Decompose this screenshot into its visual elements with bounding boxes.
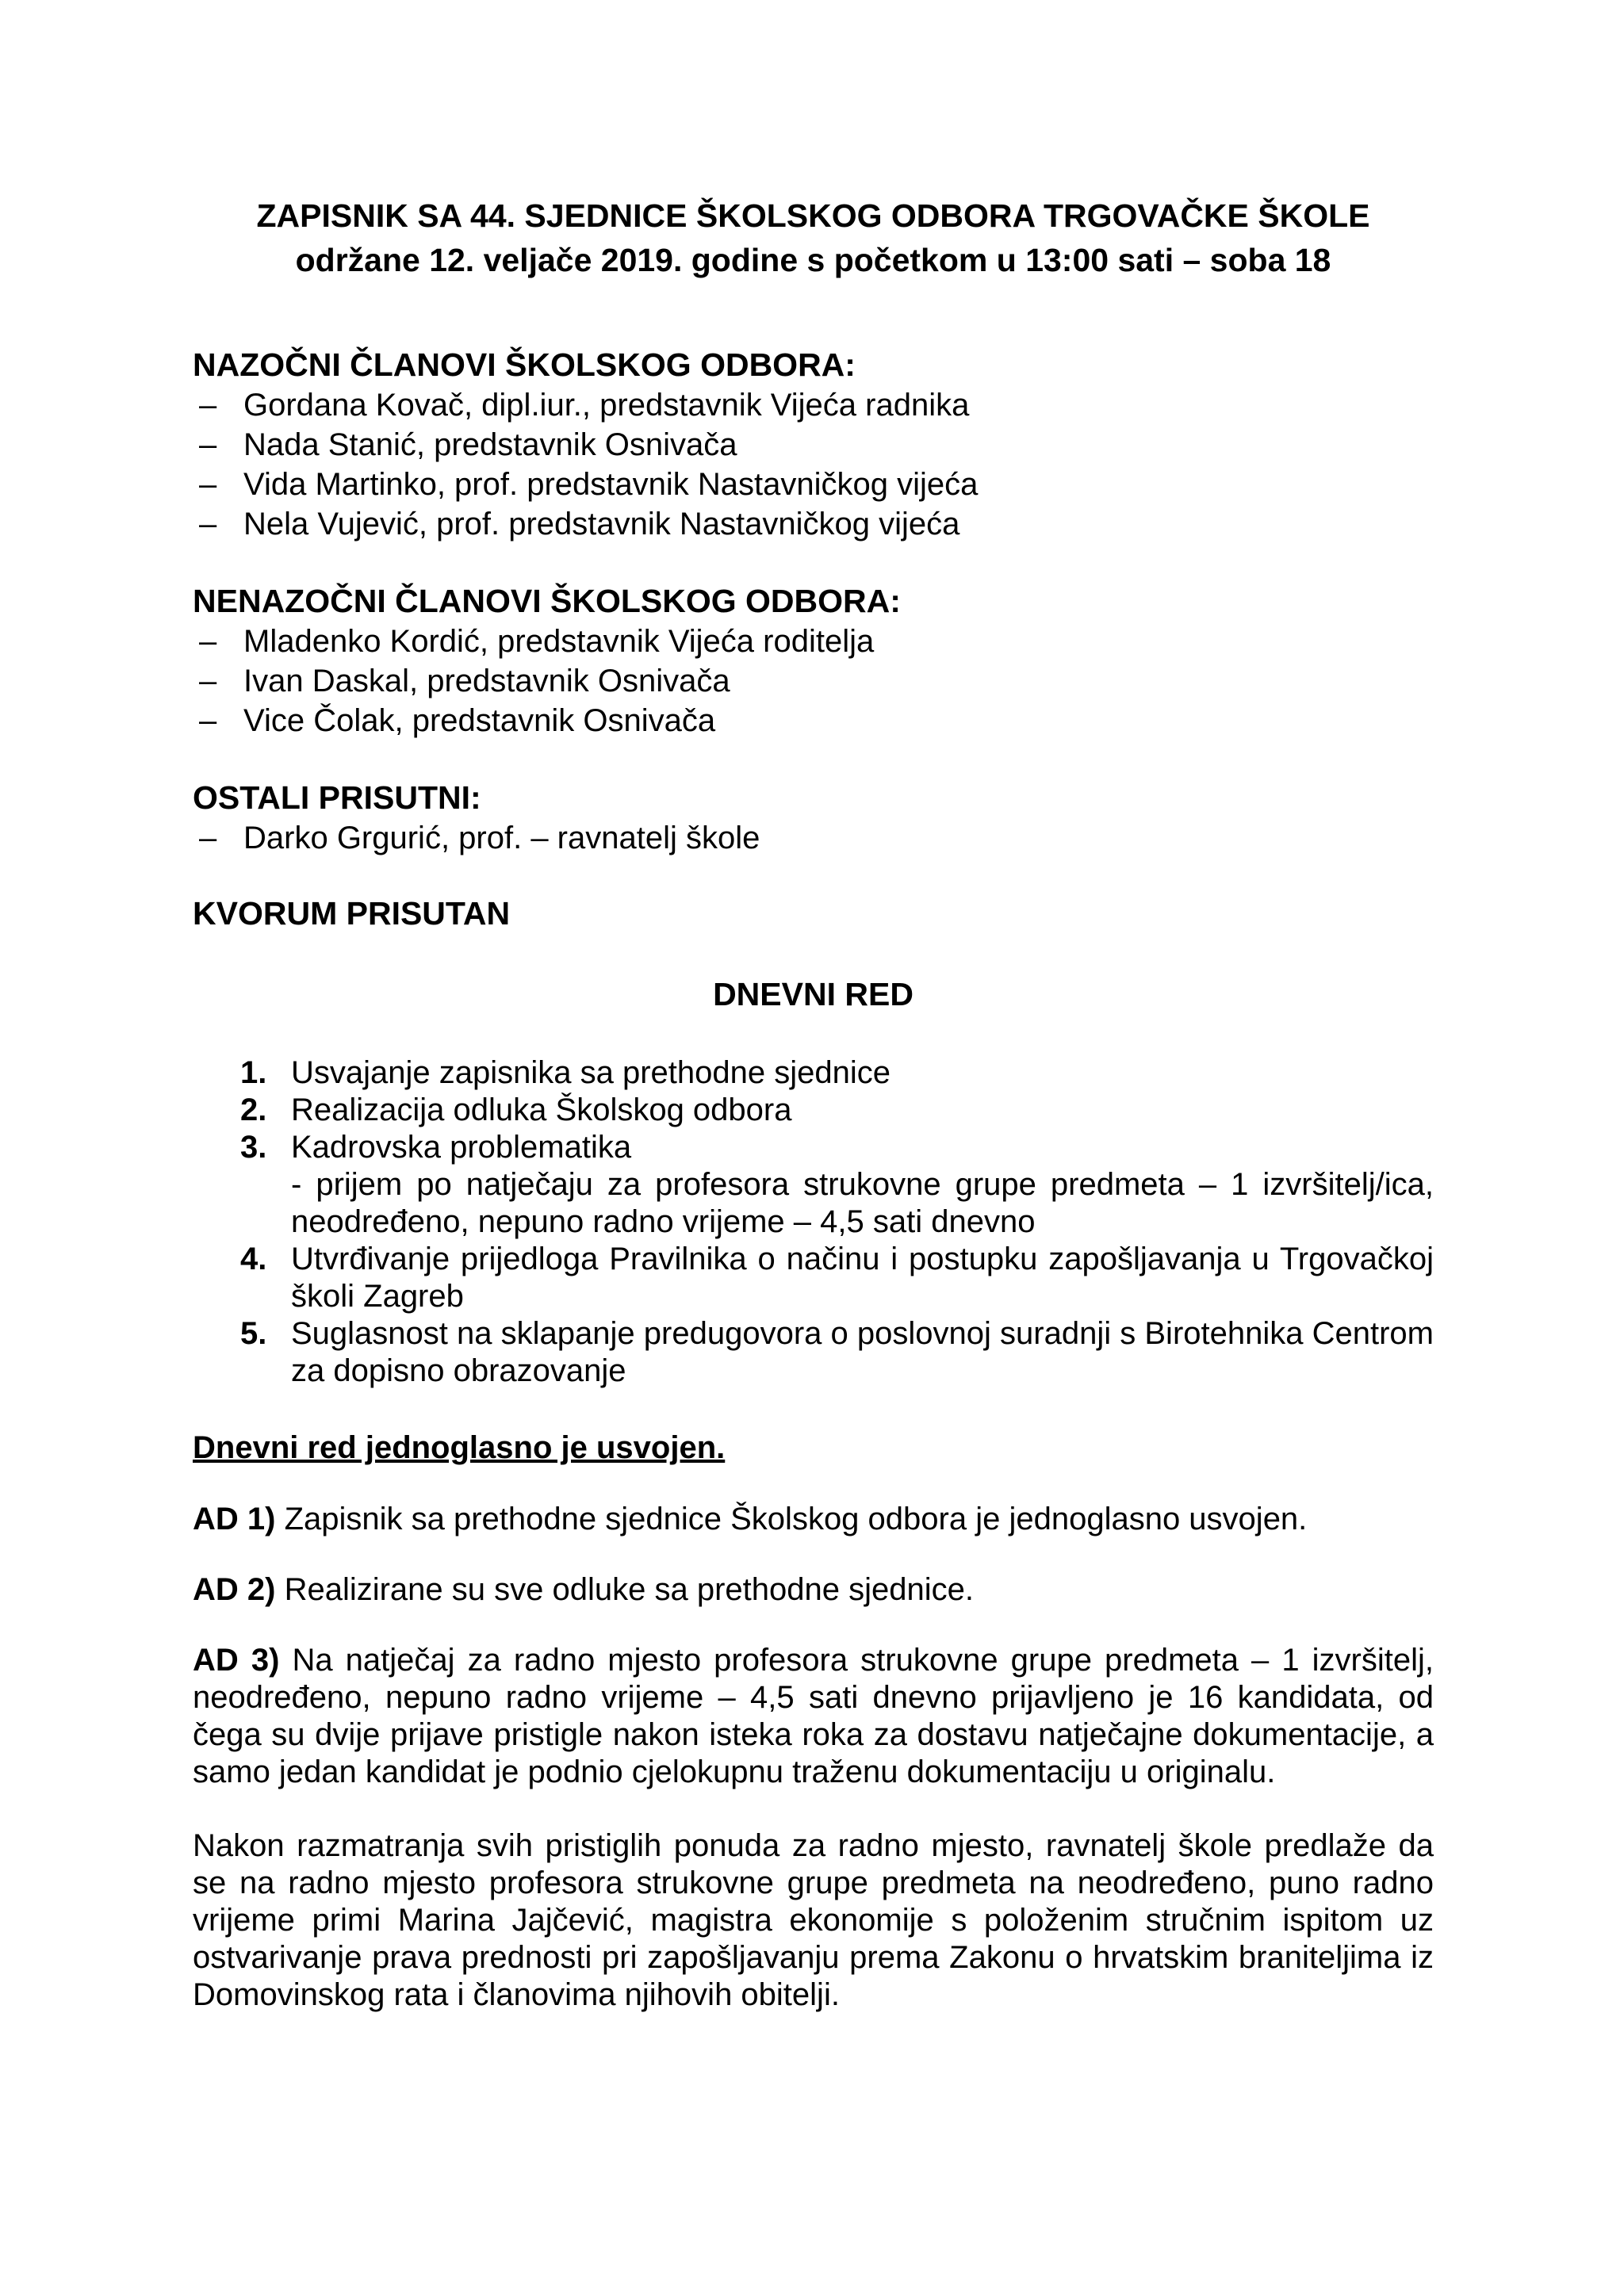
list-item: – Gordana Kovač, dipl.iur., predstavnik Vijeća radnika bbox=[243, 385, 1434, 425]
dash-icon: – bbox=[199, 821, 217, 855]
agenda-list bbox=[193, 1054, 1434, 1390]
dash-icon: – bbox=[199, 664, 217, 698]
list-item: – Vice Čolak, predstavnik Osnivača bbox=[243, 701, 1434, 740]
agenda-item: 1. Usvajanje zapisnika sa prethodne sjednice bbox=[240, 1055, 891, 1090]
dash-icon: – bbox=[199, 507, 217, 541]
title-line-2: održane 12. veljače 2019. godine s početkom u 13:00 sati – soba 18 bbox=[295, 242, 1331, 278]
agenda-item: 2. Realizacija odluka Školskog odbora bbox=[240, 1093, 792, 1127]
ad3-paragraph: AD 3) Na natječaj za radno mjesto profesora strukovne grupe predmeta – 1 izvršitelj, neodređeno, nepuno radno vrijeme – 4,5 sati dnevno prijavljeno je 16 kandidata, od čega su dvije prijave pristigle nakon isteka roka za dostavu natječajne dokumentacije, a samo jedan kandidat je podnio cjelokupnu traženu dokumentaciju u originalu. bbox=[193, 1643, 1434, 1789]
agenda-adopted-note: Dnevni red jednoglasno je usvojen. bbox=[193, 1430, 726, 1465]
dash-icon: – bbox=[199, 427, 217, 462]
agenda-item: 3. Kadrovska problematika - prijem po natječaju za profesora strukovne grupe predmeta – 1 izvršitelj/ica, neodređeno, nepuno radno vrijeme – 4,5 sati dnevno bbox=[240, 1130, 1434, 1239]
list-item: – Mladenko Kordić, predstavnik Vijeća roditelja bbox=[243, 622, 1434, 661]
present-heading: NAZOČNI ČLANOVI ŠKOLSKOG ODBORA: bbox=[193, 346, 856, 383]
ad2-label: AD 2) bbox=[193, 1572, 276, 1607]
ad2-paragraph: AD 2) Realizirane su sve odluke sa prethodne sjednice. bbox=[193, 1572, 974, 1607]
list-item: – Ivan Daskal, predstavnik Osnivača bbox=[243, 661, 1434, 701]
ad3-label: AD 3) bbox=[193, 1643, 280, 1678]
present-members-list bbox=[193, 385, 1434, 544]
list-item: – Nela Vujević, prof. predstavnik Nastavničkog vijeća bbox=[243, 504, 1434, 544]
list-item: – Darko Grgurić, prof. – ravnatelj škole bbox=[243, 818, 1434, 858]
closing-paragraph: Nakon razmatranja svih pristiglih ponuda za radno mjesto, ravnatelj škole predlaže da se na radno mjesto profesora strukovne grupe predmeta na neodređeno, puno radno vrijeme primi Marina Jajčević, magistra ekonomije s položenim stručnim ispitom uz ostvarivanje prava prednosti pri zapošljavanju prema Zakonu o hrvatskim braniteljima iz Domovinskog rata i članovima njihovih obitelji. bbox=[193, 1828, 1434, 2012]
agenda-item: 5. Suglasnost na sklapanje predugovora o poslovnoj suradnji s Birotehnika Centrom za dopisno obrazovanje bbox=[240, 1316, 1434, 1388]
dash-icon: – bbox=[199, 467, 217, 502]
dash-icon: – bbox=[199, 703, 217, 738]
title-line-1: ZAPISNIK SA 44. SJEDNICE ŠKOLSKOG ODBORA TRGOVAČKE ŠKOLE bbox=[256, 197, 1370, 234]
dash-icon: – bbox=[199, 624, 217, 659]
dash-icon: – bbox=[199, 388, 217, 423]
absent-members-list bbox=[193, 622, 1434, 740]
others-heading: OSTALI PRISUTNI: bbox=[193, 779, 481, 816]
agenda-item: 4. Utvrđivanje prijedloga Pravilnika o načinu i postupku zapošljavanja u Trgovačkoj školi Zagreb bbox=[240, 1242, 1434, 1314]
list-item: – Nada Stanić, predstavnik Osnivača bbox=[243, 425, 1434, 465]
quorum-heading: KVORUM PRISUTAN bbox=[193, 895, 511, 932]
agenda-subitem: - prijem po natječaju za profesora strukovne grupe predmeta – 1 izvršitelj/ica, neodređeno, nepuno radno vrijeme – 4,5 sati dnevno bbox=[291, 1167, 1434, 1239]
ad1-label: AD 1) bbox=[193, 1502, 276, 1536]
absent-heading: NENAZOČNI ČLANOVI ŠKOLSKOG ODBORA: bbox=[193, 583, 901, 619]
ad1-paragraph: AD 1) Zapisnik sa prethodne sjednice Školskog odbora je jednoglasno usvojen. bbox=[193, 1502, 1308, 1536]
others-members-list bbox=[193, 818, 1434, 858]
list-item: – Vida Martinko, prof. predstavnik Nastavničkog vijeća bbox=[243, 465, 1434, 504]
agenda-heading: DNEVNI RED bbox=[713, 976, 914, 1012]
document-title bbox=[193, 193, 1434, 282]
